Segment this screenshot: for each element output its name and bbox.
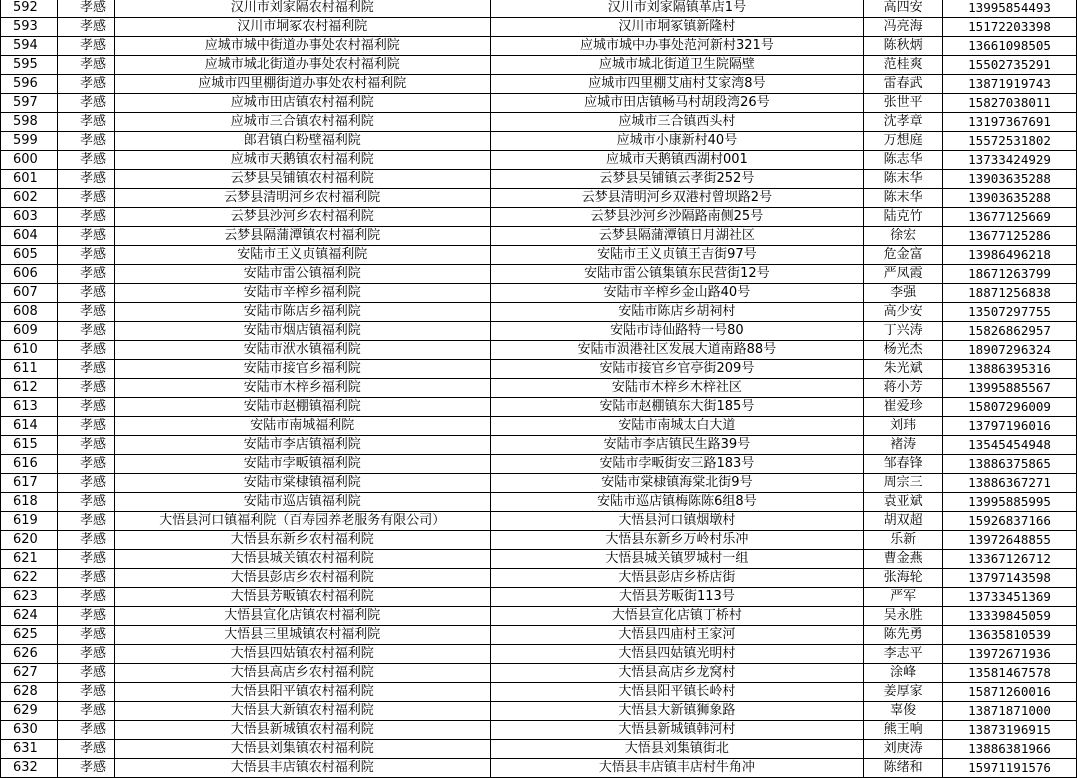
institution-name-cell: 应城市城中街道办事处农村福利院 (114, 37, 490, 56)
institution-name-cell: 安陆市棠棣镇福利院 (114, 474, 490, 493)
address-cell: 安陆市棠棣镇海棠北街9号 (490, 474, 864, 493)
contact-person-cell: 蒋小芳 (864, 379, 943, 398)
city-name-cell: 孝感 (57, 189, 114, 208)
contact-person-cell: 姜厚家 (864, 683, 943, 702)
address-cell: 大悟县丰店镇丰店村牛角冲 (490, 759, 864, 778)
row-number-cell: 631 (1, 740, 58, 759)
row-number-cell: 597 (1, 94, 58, 113)
address-cell: 汉川市垌冢镇新隆村 (490, 18, 864, 37)
institution-name-cell: 应城市天鹅镇农村福利院 (114, 151, 490, 170)
contact-person-cell: 范桂爽 (864, 56, 943, 75)
city-name-cell: 孝感 (57, 75, 114, 94)
institution-name-cell: 大悟县城关镇农村福利院 (114, 550, 490, 569)
row-number-cell: 599 (1, 132, 58, 151)
row-number-cell: 617 (1, 474, 58, 493)
address-cell: 安陆市巡店镇梅陈陈6组8号 (490, 493, 864, 512)
table-row (1, 341, 1077, 360)
row-number-cell: 621 (1, 550, 58, 569)
contact-person-cell: 高少安 (864, 303, 943, 322)
city-name-cell: 孝感 (57, 436, 114, 455)
phone-number-cell: 13886367271 (943, 474, 1077, 493)
table-row (1, 664, 1077, 683)
address-cell: 应城市田店镇畅马村胡段湾26号 (490, 94, 864, 113)
table-row (1, 588, 1077, 607)
phone-number-cell: 13677125669 (943, 208, 1077, 227)
contact-person-cell: 周宗三 (864, 474, 943, 493)
institution-name-cell: 应城市三合镇农村福利院 (114, 113, 490, 132)
row-number-cell: 600 (1, 151, 58, 170)
phone-number-cell: 13367126712 (943, 550, 1077, 569)
contact-person-cell: 乐新 (864, 531, 943, 550)
address-cell: 应城市城北街道卫生院隔壁 (490, 56, 864, 75)
row-number-cell: 607 (1, 284, 58, 303)
address-cell: 大悟县彭店乡桥店街 (490, 569, 864, 588)
row-number-cell: 606 (1, 265, 58, 284)
phone-number-cell: 13986496218 (943, 246, 1077, 265)
address-cell: 大悟县东新乡万岭村乐冲 (490, 531, 864, 550)
city-name-cell: 孝感 (57, 493, 114, 512)
contact-person-cell: 张世平 (864, 94, 943, 113)
contact-person-cell: 陈秋炳 (864, 37, 943, 56)
institution-name-cell: 大悟县阳平镇农村福利院 (114, 683, 490, 702)
city-name-cell: 孝感 (57, 151, 114, 170)
phone-number-cell: 18907296324 (943, 341, 1077, 360)
city-name-cell: 孝感 (57, 379, 114, 398)
table-row (1, 0, 1077, 18)
contact-person-cell: 熊王响 (864, 721, 943, 740)
address-cell: 安陆市李店镇民生路39号 (490, 436, 864, 455)
contact-person-cell: 陈先勇 (864, 626, 943, 645)
institution-name-cell: 汉川市刘家隔农村福利院 (114, 0, 490, 18)
table-row (1, 227, 1077, 246)
table-row (1, 455, 1077, 474)
address-cell: 应城市四里棚艾庙村艾家湾8号 (490, 75, 864, 94)
city-name-cell: 孝感 (57, 37, 114, 56)
row-number-cell: 620 (1, 531, 58, 550)
row-number-cell: 624 (1, 607, 58, 626)
contact-person-cell: 雷春武 (864, 75, 943, 94)
phone-number-cell: 13995854493 (943, 0, 1077, 18)
institution-name-cell: 安陆市陈店乡福利院 (114, 303, 490, 322)
city-name-cell: 孝感 (57, 569, 114, 588)
institution-name-cell: 云梦县隔蒲潭镇农村福利院 (114, 227, 490, 246)
row-number-cell: 623 (1, 588, 58, 607)
contact-person-cell: 邹春锋 (864, 455, 943, 474)
table-row (1, 626, 1077, 645)
institution-name-cell: 大悟县高店乡农村福利院 (114, 664, 490, 683)
address-cell: 云梦县清明河乡双港村曾坝路2号 (490, 189, 864, 208)
contact-person-cell: 危金富 (864, 246, 943, 265)
contact-person-cell: 万想庭 (864, 132, 943, 151)
city-name-cell: 孝感 (57, 531, 114, 550)
row-number-cell: 625 (1, 626, 58, 645)
city-name-cell: 孝感 (57, 360, 114, 379)
row-number-cell: 608 (1, 303, 58, 322)
contact-person-cell: 胡双超 (864, 512, 943, 531)
phone-number-cell: 15572531802 (943, 132, 1077, 151)
address-cell: 大悟县河口镇烟墩村 (490, 512, 864, 531)
table-row (1, 75, 1077, 94)
institution-name-cell: 云梦县清明河乡农村福利院 (114, 189, 490, 208)
table-row (1, 18, 1077, 37)
row-number-cell: 609 (1, 322, 58, 341)
address-cell: 安陆市王义贞镇王吉街97号 (490, 246, 864, 265)
institution-name-cell: 安陆市烟店镇福利院 (114, 322, 490, 341)
city-name-cell: 孝感 (57, 303, 114, 322)
phone-number-cell: 15826862957 (943, 322, 1077, 341)
contact-person-cell: 丁兴涛 (864, 322, 943, 341)
table-row (1, 170, 1077, 189)
row-number-cell: 595 (1, 56, 58, 75)
city-name-cell: 孝感 (57, 246, 114, 265)
row-number-cell: 603 (1, 208, 58, 227)
contact-person-cell: 徐宏 (864, 227, 943, 246)
row-number-cell: 628 (1, 683, 58, 702)
table-row (1, 531, 1077, 550)
contact-person-cell: 刘玮 (864, 417, 943, 436)
contact-person-cell: 吴永胜 (864, 607, 943, 626)
contact-person-cell: 杨光杰 (864, 341, 943, 360)
contact-person-cell: 冯亮海 (864, 18, 943, 37)
city-name-cell: 孝感 (57, 265, 114, 284)
city-name-cell: 孝感 (57, 759, 114, 778)
address-cell: 安陆市辛榨乡金山路40号 (490, 284, 864, 303)
institution-name-cell: 安陆市接官乡福利院 (114, 360, 490, 379)
contact-person-cell: 沈孝章 (864, 113, 943, 132)
city-name-cell: 孝感 (57, 398, 114, 417)
contact-person-cell: 涂峰 (864, 664, 943, 683)
institution-name-cell: 应城市城北街道办事处农村福利院 (114, 56, 490, 75)
city-name-cell: 孝感 (57, 227, 114, 246)
institution-name-cell: 安陆市辛榨乡福利院 (114, 284, 490, 303)
city-name-cell: 孝感 (57, 56, 114, 75)
address-cell: 应城市三合镇西头村 (490, 113, 864, 132)
row-number-cell: 629 (1, 702, 58, 721)
table-row (1, 436, 1077, 455)
phone-number-cell: 13507297755 (943, 303, 1077, 322)
table-row (1, 265, 1077, 284)
table-row (1, 379, 1077, 398)
address-cell: 大悟县新城镇韩河村 (490, 721, 864, 740)
city-name-cell: 孝感 (57, 94, 114, 113)
table-row (1, 151, 1077, 170)
address-cell: 大悟县宣化店镇丁桥村 (490, 607, 864, 626)
city-name-cell: 孝感 (57, 474, 114, 493)
city-name-cell: 孝感 (57, 455, 114, 474)
table-row (1, 759, 1077, 778)
city-name-cell: 孝感 (57, 132, 114, 151)
city-name-cell: 孝感 (57, 683, 114, 702)
table-row (1, 417, 1077, 436)
institution-name-cell: 大悟县刘集镇农村福利院 (114, 740, 490, 759)
institution-name-cell: 应城市四里棚街道办事处农村福利院 (114, 75, 490, 94)
table-row (1, 702, 1077, 721)
city-name-cell: 孝感 (57, 740, 114, 759)
phone-number-cell: 13995885567 (943, 379, 1077, 398)
table-row (1, 740, 1077, 759)
address-cell: 大悟县大新镇狮象路 (490, 702, 864, 721)
row-number-cell: 602 (1, 189, 58, 208)
table-row (1, 398, 1077, 417)
city-name-cell: 孝感 (57, 0, 114, 18)
contact-person-cell: 李志平 (864, 645, 943, 664)
phone-number-cell: 13545454948 (943, 436, 1077, 455)
institution-name-cell: 安陆市李店镇福利院 (114, 436, 490, 455)
city-name-cell: 孝感 (57, 170, 114, 189)
phone-number-cell: 13972648855 (943, 531, 1077, 550)
row-number-cell: 618 (1, 493, 58, 512)
contact-person-cell: 刘庚涛 (864, 740, 943, 759)
table-row (1, 550, 1077, 569)
row-number-cell: 626 (1, 645, 58, 664)
institution-name-cell: 安陆市木梓乡福利院 (114, 379, 490, 398)
phone-number-cell: 13197367691 (943, 113, 1077, 132)
contact-person-cell: 陈末华 (864, 189, 943, 208)
table-row (1, 113, 1077, 132)
phone-number-cell: 15871260016 (943, 683, 1077, 702)
row-number-cell: 616 (1, 455, 58, 474)
row-number-cell: 593 (1, 18, 58, 37)
institution-name-cell: 安陆市雷公镇福利院 (114, 265, 490, 284)
institution-name-cell: 大悟县东新乡农村福利院 (114, 531, 490, 550)
contact-person-cell: 曹金燕 (864, 550, 943, 569)
row-number-cell: 630 (1, 721, 58, 740)
institution-name-cell: 大悟县芳畈镇农村福利院 (114, 588, 490, 607)
institution-name-cell: 安陆市洑水镇福利院 (114, 341, 490, 360)
phone-number-cell: 13733424929 (943, 151, 1077, 170)
row-number-cell: 615 (1, 436, 58, 455)
contact-person-cell: 陆克竹 (864, 208, 943, 227)
phone-number-cell: 13995885995 (943, 493, 1077, 512)
address-cell: 安陆市涢港社区发展大道南路88号 (490, 341, 864, 360)
phone-number-cell: 13886381966 (943, 740, 1077, 759)
institution-name-cell: 大悟县河口镇福利院（百寿园养老服务有限公司） (114, 512, 490, 531)
table-row (1, 37, 1077, 56)
institution-name-cell: 郎君镇白粉壁福利院 (114, 132, 490, 151)
table-row (1, 645, 1077, 664)
phone-number-cell: 15926837166 (943, 512, 1077, 531)
city-name-cell: 孝感 (57, 702, 114, 721)
institution-name-cell: 大悟县大新镇农村福利院 (114, 702, 490, 721)
contact-person-cell: 高四安 (864, 0, 943, 18)
institution-name-cell: 大悟县四姑镇农村福利院 (114, 645, 490, 664)
phone-number-cell: 15807296009 (943, 398, 1077, 417)
row-number-cell: 619 (1, 512, 58, 531)
city-name-cell: 孝感 (57, 341, 114, 360)
phone-number-cell: 13797196016 (943, 417, 1077, 436)
phone-number-cell: 13677125286 (943, 227, 1077, 246)
contact-person-cell: 褚涛 (864, 436, 943, 455)
table-row (1, 512, 1077, 531)
row-number-cell: 610 (1, 341, 58, 360)
address-cell: 云梦县沙河乡沙隔路南侧25号 (490, 208, 864, 227)
row-number-cell: 601 (1, 170, 58, 189)
phone-number-cell: 15827038011 (943, 94, 1077, 113)
address-cell: 大悟县城关镇罗城村一组 (490, 550, 864, 569)
phone-number-cell: 13339845059 (943, 607, 1077, 626)
row-number-cell: 613 (1, 398, 58, 417)
phone-number-cell: 13903635288 (943, 189, 1077, 208)
address-cell: 大悟县四庙村王家河 (490, 626, 864, 645)
phone-number-cell: 13873196915 (943, 721, 1077, 740)
row-number-cell: 632 (1, 759, 58, 778)
institution-name-cell: 大悟县宣化店镇农村福利院 (114, 607, 490, 626)
phone-number-cell: 13797143598 (943, 569, 1077, 588)
city-name-cell: 孝感 (57, 113, 114, 132)
phone-number-cell: 15971191576 (943, 759, 1077, 778)
table-row (1, 569, 1077, 588)
address-cell: 安陆市雷公镇集镇东民营街12号 (490, 265, 864, 284)
row-number-cell: 594 (1, 37, 58, 56)
address-cell: 应城市城中办事处范河新村321号 (490, 37, 864, 56)
table-row (1, 132, 1077, 151)
city-name-cell: 孝感 (57, 322, 114, 341)
institution-name-cell: 安陆市孛畈镇福利院 (114, 455, 490, 474)
phone-number-cell: 13661098505 (943, 37, 1077, 56)
phone-number-cell: 13886375865 (943, 455, 1077, 474)
address-cell: 安陆市孛畈街安三路183号 (490, 455, 864, 474)
table-row (1, 246, 1077, 265)
city-name-cell: 孝感 (57, 208, 114, 227)
address-cell: 应城市小康新村40号 (490, 132, 864, 151)
contact-person-cell: 袁亚斌 (864, 493, 943, 512)
contact-person-cell: 崔爱珍 (864, 398, 943, 417)
table-row (1, 493, 1077, 512)
institution-name-cell: 安陆市王义贞镇福利院 (114, 246, 490, 265)
phone-number-cell: 13581467578 (943, 664, 1077, 683)
contact-person-cell: 严军 (864, 588, 943, 607)
table-row (1, 303, 1077, 322)
address-cell: 汉川市刘家隔镇革店1号 (490, 0, 864, 18)
address-cell: 大悟县四姑镇光明村 (490, 645, 864, 664)
row-number-cell: 612 (1, 379, 58, 398)
institution-name-cell: 汉川市垌冢农村福利院 (114, 18, 490, 37)
address-cell: 安陆市诗仙路特一号80 (490, 322, 864, 341)
table-row (1, 189, 1077, 208)
contact-person-cell: 陈绪和 (864, 759, 943, 778)
city-name-cell: 孝感 (57, 18, 114, 37)
contact-person-cell: 朱光斌 (864, 360, 943, 379)
city-name-cell: 孝感 (57, 512, 114, 531)
address-cell: 应城市天鹅镇西湖村001 (490, 151, 864, 170)
row-number-cell: 604 (1, 227, 58, 246)
row-number-cell: 611 (1, 360, 58, 379)
institution-name-cell: 安陆市南城福利院 (114, 417, 490, 436)
city-name-cell: 孝感 (57, 417, 114, 436)
phone-number-cell: 18671263799 (943, 265, 1077, 284)
row-number-cell: 596 (1, 75, 58, 94)
institution-name-cell: 安陆市赵棚镇福利院 (114, 398, 490, 417)
table-row (1, 474, 1077, 493)
table-row (1, 208, 1077, 227)
phone-number-cell: 13871871000 (943, 702, 1077, 721)
row-number-cell: 622 (1, 569, 58, 588)
phone-number-cell: 13972671936 (943, 645, 1077, 664)
city-name-cell: 孝感 (57, 550, 114, 569)
address-cell: 安陆市木梓乡木梓社区 (490, 379, 864, 398)
row-number-cell: 605 (1, 246, 58, 265)
contact-person-cell: 辜俊 (864, 702, 943, 721)
table-body (1, 0, 1077, 778)
contact-person-cell: 严凤霞 (864, 265, 943, 284)
institution-name-cell: 云梦县沙河乡农村福利院 (114, 208, 490, 227)
phone-number-cell: 13903635288 (943, 170, 1077, 189)
table-row (1, 284, 1077, 303)
phone-number-cell: 13871919743 (943, 75, 1077, 94)
address-cell: 大悟县高店乡龙窝村 (490, 664, 864, 683)
row-number-cell: 592 (1, 0, 58, 18)
city-name-cell: 孝感 (57, 607, 114, 626)
phone-number-cell: 13635810539 (943, 626, 1077, 645)
address-cell: 安陆市接官乡官亭街209号 (490, 360, 864, 379)
city-name-cell: 孝感 (57, 588, 114, 607)
institution-name-cell: 大悟县三里城镇农村福利院 (114, 626, 490, 645)
address-cell: 大悟县芳畈街113号 (490, 588, 864, 607)
contact-person-cell: 李强 (864, 284, 943, 303)
address-cell: 安陆市赵棚镇东大街185号 (490, 398, 864, 417)
address-cell: 大悟县阳平镇长岭村 (490, 683, 864, 702)
address-cell: 安陆市南城太白大道 (490, 417, 864, 436)
contact-person-cell: 陈志华 (864, 151, 943, 170)
table-row (1, 94, 1077, 113)
address-cell: 云梦县吴铺镇云孝街252号 (490, 170, 864, 189)
phone-number-cell: 15172203398 (943, 18, 1077, 37)
table-row (1, 360, 1077, 379)
table-row (1, 683, 1077, 702)
phone-number-cell: 13733451369 (943, 588, 1077, 607)
address-cell: 云梦县隔蒲潭镇日月湖社区 (490, 227, 864, 246)
table-row (1, 721, 1077, 740)
row-number-cell: 598 (1, 113, 58, 132)
city-name-cell: 孝感 (57, 284, 114, 303)
institution-name-cell: 安陆市巡店镇福利院 (114, 493, 490, 512)
table-row (1, 322, 1077, 341)
city-name-cell: 孝感 (57, 645, 114, 664)
institution-name-cell: 应城市田店镇农村福利院 (114, 94, 490, 113)
phone-number-cell: 13886395316 (943, 360, 1077, 379)
row-number-cell: 627 (1, 664, 58, 683)
table-row (1, 56, 1077, 75)
phone-number-cell: 15502735291 (943, 56, 1077, 75)
institution-name-cell: 大悟县彭店乡农村福利院 (114, 569, 490, 588)
phone-number-cell: 18871256838 (943, 284, 1077, 303)
contact-person-cell: 陈末华 (864, 170, 943, 189)
contact-person-cell: 张海轮 (864, 569, 943, 588)
row-number-cell: 614 (1, 417, 58, 436)
city-name-cell: 孝感 (57, 626, 114, 645)
city-name-cell: 孝感 (57, 721, 114, 740)
table-row (1, 607, 1077, 626)
institution-name-cell: 云梦县吴铺镇农村福利院 (114, 170, 490, 189)
institution-name-cell: 大悟县新城镇农村福利院 (114, 721, 490, 740)
institution-name-cell: 大悟县丰店镇农村福利院 (114, 759, 490, 778)
city-name-cell: 孝感 (57, 664, 114, 683)
address-cell: 安陆市陈店乡胡祠村 (490, 303, 864, 322)
address-cell: 大悟县刘集镇街北 (490, 740, 864, 759)
